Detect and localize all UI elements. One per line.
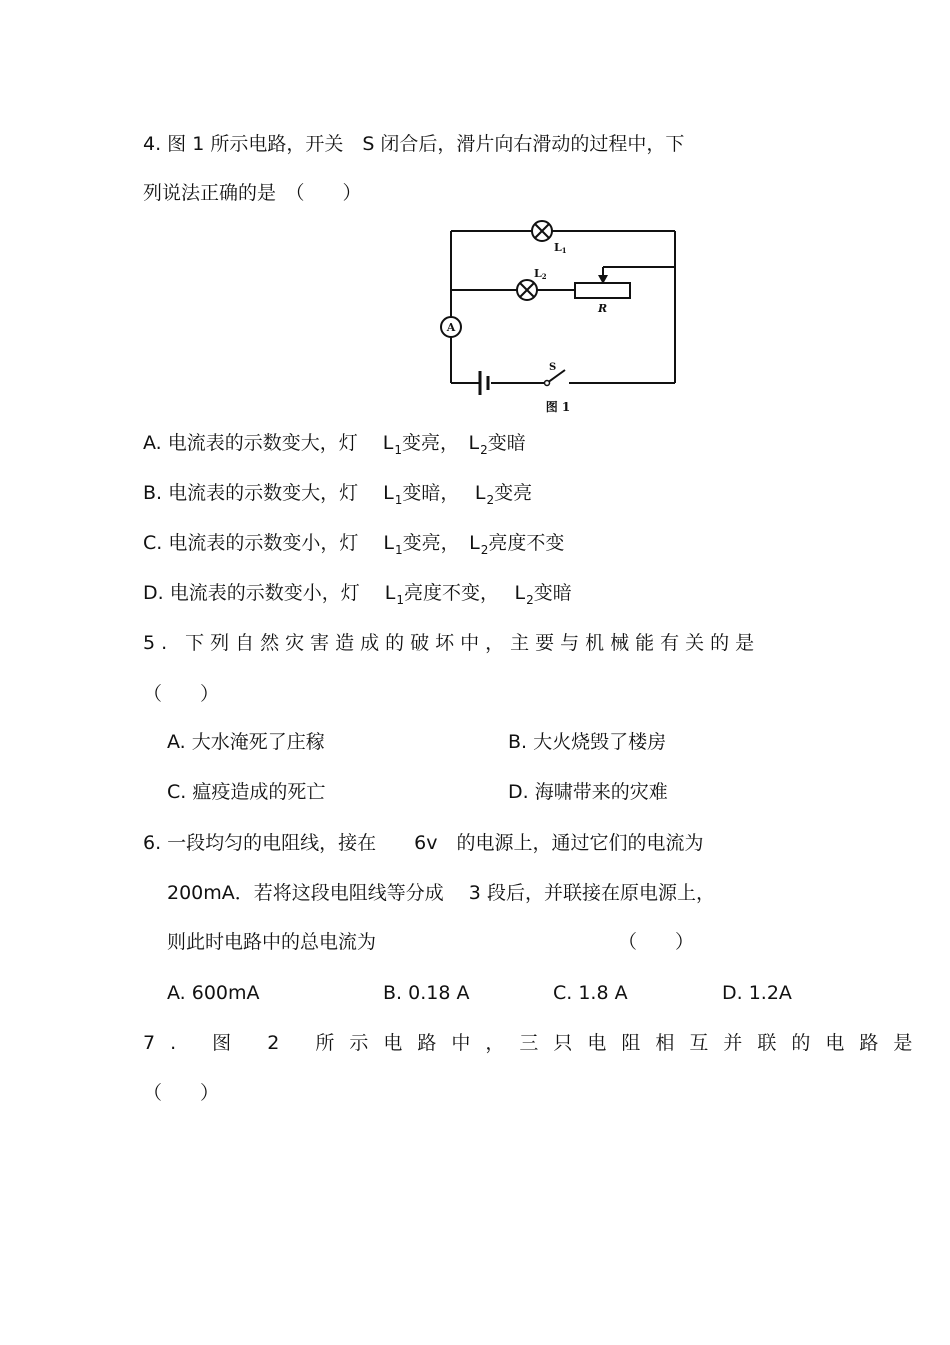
q4-option-d: D. 电流表的示数变小，灯 $L_1$亮度不变， $L_2$变暗: [143, 582, 572, 607]
q6-option-c: C. 1.8 A: [553, 982, 628, 1004]
q5-option-c: C. 瘟疫造成的死亡: [167, 781, 326, 803]
lamp-l1: [532, 221, 552, 241]
q6-option-d: D. 1.2A: [722, 982, 792, 1004]
q5-stem-line2: （ ）: [143, 683, 220, 705]
q5-stem-line1: 5. 下列自然灾害造成的破坏中，主要与机械能有关的是: [143, 632, 761, 654]
q6-answer-paren: （ ）: [618, 931, 695, 953]
lamp-l2: [517, 280, 537, 300]
q4-option-b: B. 电流表的示数变大，灯 $L_1$变暗， $L_2$变亮: [143, 482, 533, 507]
circuit-diagram: [430, 220, 690, 420]
q5-option-a: A. 大水淹死了庄稼: [167, 731, 325, 753]
q5-option-b: B. 大火烧毁了楼房: [508, 731, 667, 753]
q4-stem-line2: 列说法正确的是 （ ）: [143, 182, 362, 204]
switch-pivot: [545, 381, 550, 386]
label-s: S: [549, 362, 557, 373]
q6-stem-line3: 则此时电路中的总电流为: [167, 931, 377, 953]
q7-stem-line1: 7. 图 2 所示电路中，三只电阻相互并联的电路是: [143, 1032, 928, 1054]
figure-caption: 图 1: [545, 400, 571, 414]
q6-stem-line2: 200mA．若将这段电阻线等分成 3 段后，并联接在原电源上，: [167, 882, 715, 904]
label-r: R: [598, 302, 608, 315]
q6-stem-line1: 6. 一段均匀的电阻线，接在 6v 的电源上，通过它们的电流为: [143, 832, 704, 854]
label-a: A: [446, 321, 456, 334]
q5-option-d: D. 海啸带来的灾难: [508, 781, 668, 803]
q4-stem-line1: 4. 图 1 所示电路，开关 S 闭合后，滑片向右滑动的过程中，下: [143, 133, 685, 155]
q4-option-c: C. 电流表的示数变小，灯 $L_1$变亮， $L_2$亮度不变: [143, 532, 565, 557]
q4-option-a: A. 电流表的示数变大，灯 $L_1$变亮， $L_2$变暗: [143, 432, 526, 457]
q6-option-b: B. 0.18 A: [383, 982, 470, 1004]
q7-stem-line2: （ ）: [143, 1082, 220, 1104]
resistor: [575, 283, 630, 298]
label-l2: L2: [534, 267, 547, 281]
q6-option-a: A. 600mA: [167, 982, 260, 1004]
label-l1: L1: [554, 241, 567, 255]
